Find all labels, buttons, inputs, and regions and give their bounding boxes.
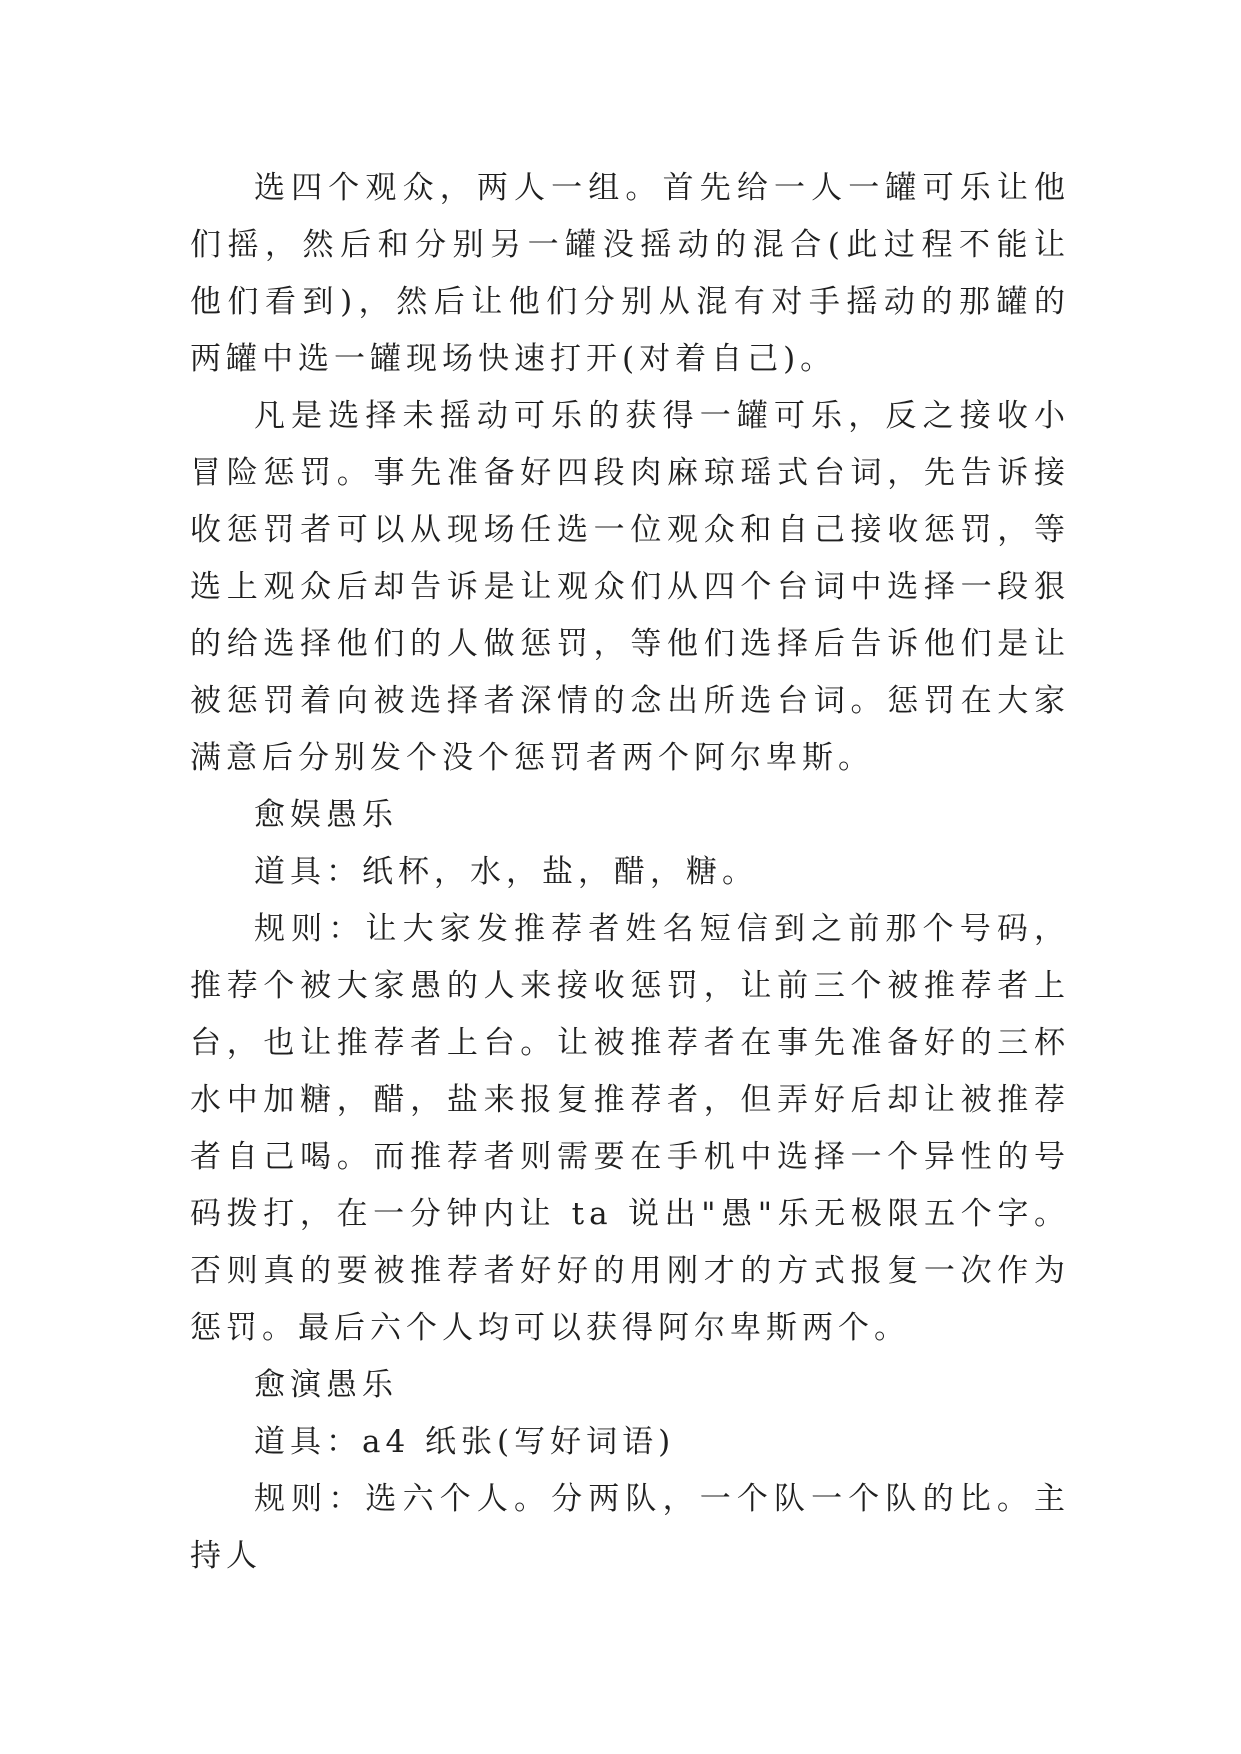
document-body [190, 160, 1070, 1585]
paragraph-yuyan-rules: 规则：选六个人。分两队，一个队一个队的比。主持人 [190, 1481, 1070, 1574]
paragraph-yuyan-props: 道具：a4 纸张(写好词语) [254, 1424, 676, 1460]
paragraph-yuyu-rules: 规则：让大家发推荐者姓名短信到之前那个号码，推荐个被大家愚的人来接收惩罚，让前三个被推荐者上台，也让推荐者上台。让被推荐者在事先准备好的三杯水中加糖，醋，盐来报复推荐者，但弄好后却让被推荐者自己喝。而推荐者则需要在手机中选择一个异性的号码拨打，在一分钟内让 ta 说出"愚"乐无极限五个字。否则真的要被推荐者好好的用刚才的方式报复一次作为惩罚。最后六个人均可以获得阿尔卑斯两个。 [190, 911, 1070, 1346]
paragraph-yuyu-props: 道具：纸杯，水，盐，醋，糖。 [254, 854, 758, 890]
paragraph-cola-game-penalty: 凡是选择未摇动可乐的获得一罐可乐，反之接收小冒险惩罚。事先准备好四段肉麻琼瑶式台词，先告诉接收惩罚者可以从现场任选一位观众和自己接收惩罚，等选上观众后却告诉是让观众们从四个台词中选择一段狠的给选择他们的人做惩罚，等他们选择后告诉他们是让被惩罚着向被选择者深情的念出所选台词。惩罚在大家满意后分别发个没个惩罚者两个阿尔卑斯。 [190, 398, 1070, 776]
section-heading-yuyu: 愈娱愚乐 [254, 797, 398, 833]
section-heading-yuyan: 愈演愚乐 [254, 1367, 398, 1403]
paragraph-cola-game-setup: 选四个观众，两人一组。首先给一人一罐可乐让他们摇，然后和分别另一罐没摇动的混合(此过程不能让他们看到)，然后让他们分别从混有对手摇动的那罐的两罐中选一罐现场快速打开(对着自己)。 [190, 170, 1070, 377]
